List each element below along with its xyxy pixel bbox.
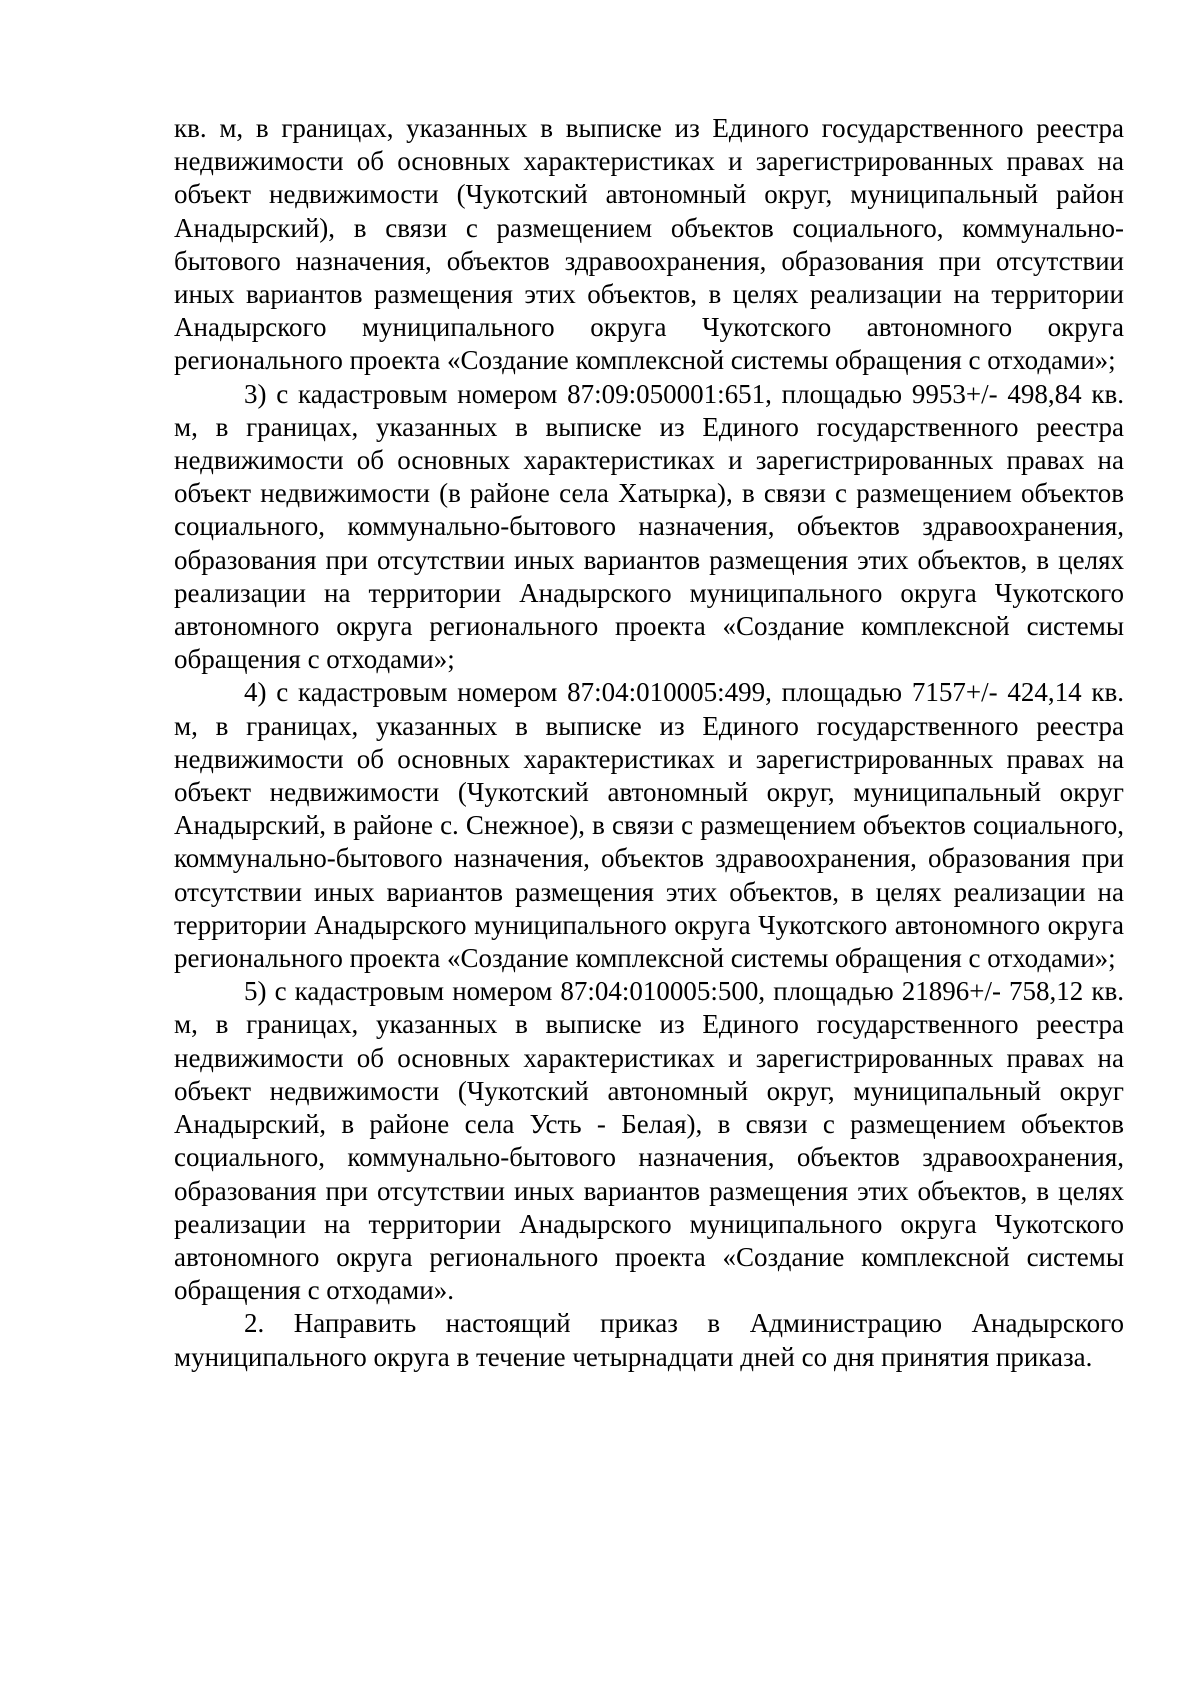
paragraph-continuation-item-2: кв. м, в границах, указанных в выписке из Единого государственного реестра недвижимости об основных характеристиках и зарегистрированных правах на объект недвижимости (Чукотский автономный округ, муниципальный район Анадырский), в связи с размещением объектов социального, коммунально-бытового назначения, объектов здравоохранения, образования при отсутствии иных вариантов размещения этих объектов, в целях реализации на территории Анадырского муниципального округа Чукотского автономного округа регионального проекта «Создание комплексной системы обращения с отходами»; — [174, 113, 1124, 376]
document-page — [174, 112, 1124, 1374]
paragraph-item-5: 5) с кадастровым номером 87:04:010005:500, площадью 21896+/- 758,12 кв. м, в границах, указанных в выписке из Единого государственного реестра недвижимости об основных характеристиках и зарегистрированных правах на объект недвижимости (Чукотский автономный округ, муниципальный округ Анадырский, в районе села Усть - Белая), в связи с размещением объектов социального, коммунально-бытового назначения, объектов здравоохранения, образования при отсутствии иных вариантов размещения этих объектов, в целях реализации на территории Анадырского муниципального округа Чукотского автономного округа регионального проекта «Создание комплексной системы обращения с отходами». — [174, 976, 1124, 1306]
paragraph-clause-2: 2. Направить настоящий приказ в Администрацию Анадырского муниципального округа в течение четырнадцати дней со дня принятия приказа. — [174, 1308, 1124, 1372]
paragraph-item-3: 3) с кадастровым номером 87:09:050001:651, площадью 9953+/- 498,84 кв. м, в границах, указанных в выписке из Единого государственного реестра недвижимости об основных характеристиках и зарегистрированных правах на объект недвижимости (в районе села Хатырка), в связи с размещением объектов социального, коммунально-бытового назначения, объектов здравоохранения, образования при отсутствии иных вариантов размещения этих объектов, в целях реализации на территории Анадырского муниципального округа Чукотского автономного округа регионального проекта «Создание комплексной системы обращения с отходами»; — [174, 378, 1124, 675]
paragraph-item-4: 4) с кадастровым номером 87:04:010005:499, площадью 7157+/- 424,14 кв. м, в границах, указанных в выписке из Единого государственного реестра недвижимости об основных характеристиках и зарегистрированных правах на объект недвижимости (Чукотский автономный округ, муниципальный округ Анадырский, в районе с. Снежное), в связи с размещением объектов социального, коммунально-бытового назначения, объектов здравоохранения, образования при отсутствии иных вариантов размещения этих объектов, в целях реализации на территории Анадырского муниципального округа Чукотского автономного округа регионального проекта «Создание комплексной системы обращения с отходами»; — [174, 677, 1124, 974]
